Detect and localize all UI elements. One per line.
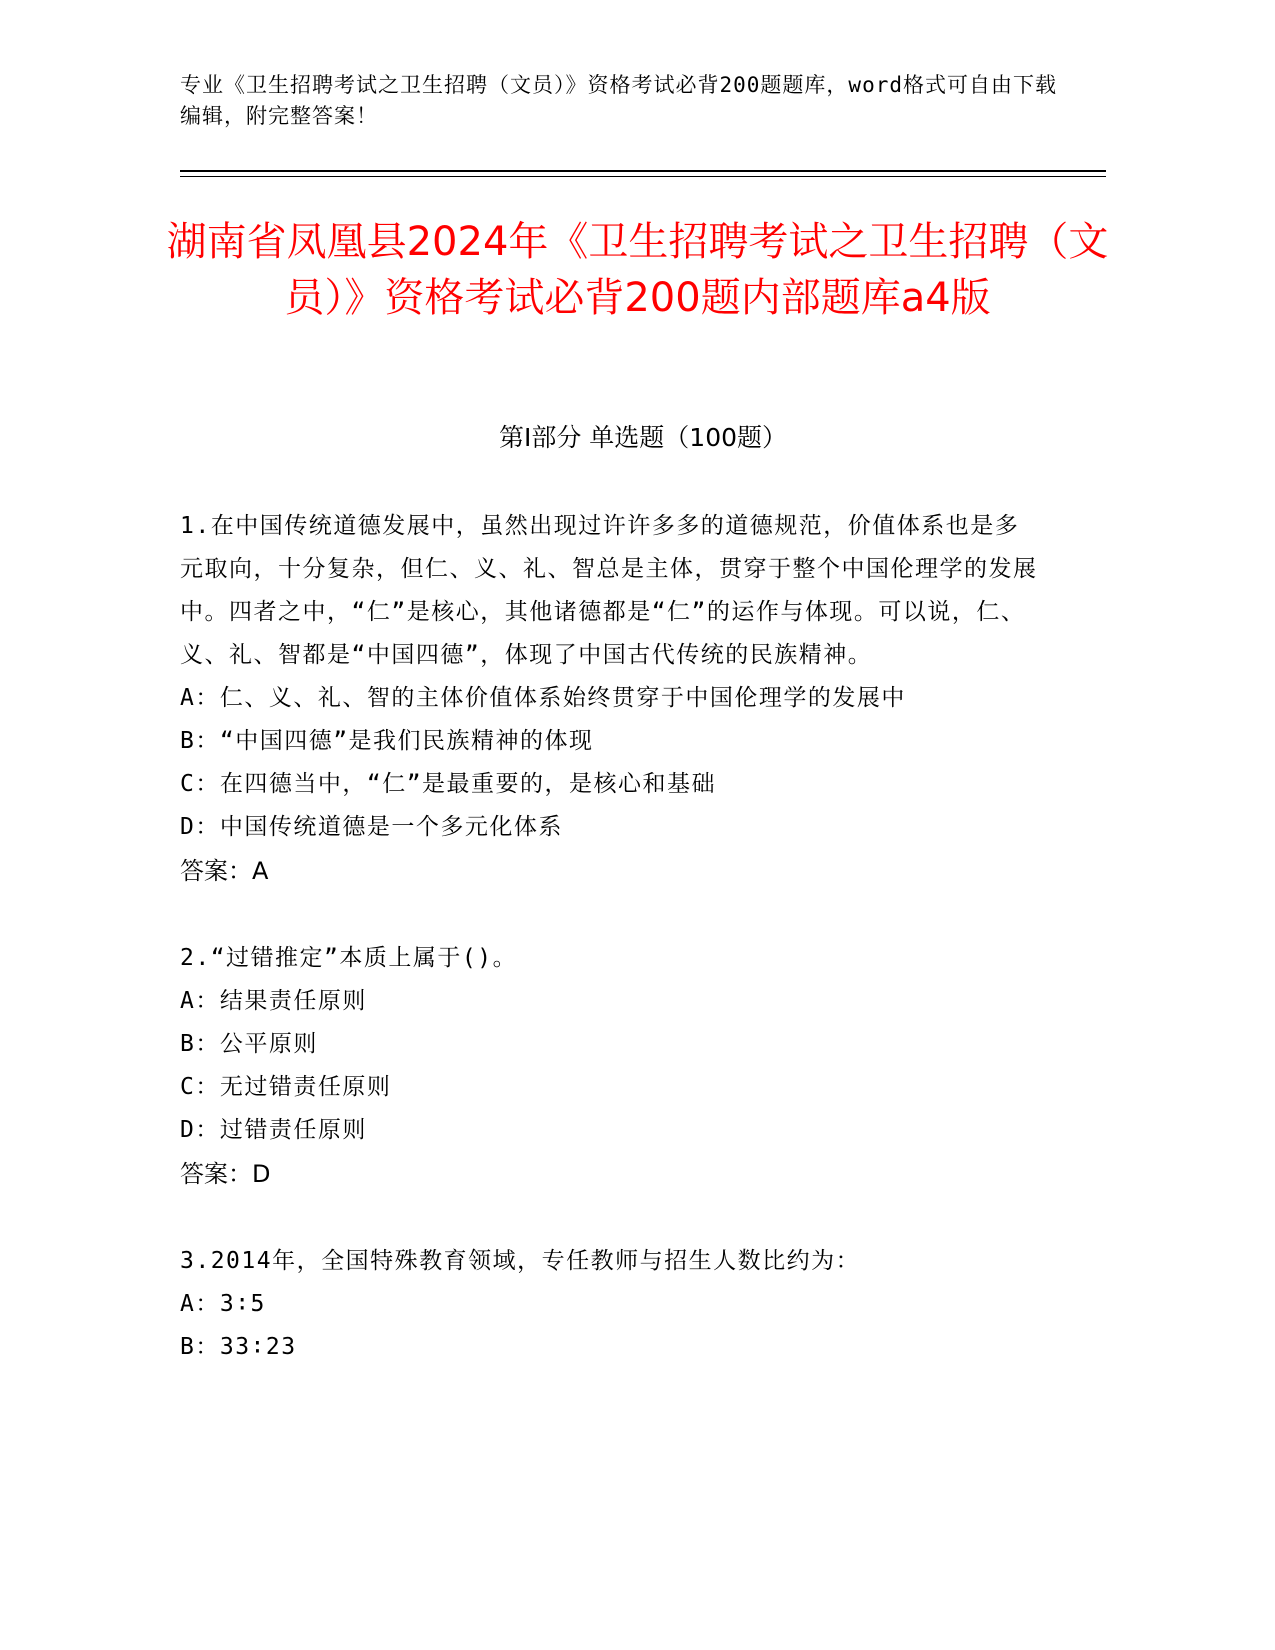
- option-a: A：3∶5: [180, 1291, 266, 1317]
- question-3: [180, 1240, 1040, 1369]
- option-c: C：无过错责任原则: [180, 1074, 392, 1100]
- option-a: A：仁、义、礼、智的主体价值体系始终贯穿于中国伦理学的发展中: [180, 685, 906, 711]
- header-divider-thin: [180, 176, 1106, 177]
- option-b: B：公平原则: [180, 1031, 318, 1057]
- option-b: B：“中国四德”是我们民族精神的体现: [180, 728, 594, 754]
- question-list: [180, 505, 1040, 1413]
- question-1: [180, 505, 1040, 893]
- question-text: 1.在中国传统道德发展中，虽然出现过许许多多的道德规范，价值体系也是多元取向，十分复杂，但仁、义、礼、智总是主体，贯穿于整个中国伦理学的发展中。四者之中，“仁”是核心，其他诸德都是“仁”的运作与体现。可以说，仁、义、礼、智都是“中国四德”，体现了中国古代传统的民族精神。: [180, 513, 1038, 668]
- question-text: 2.“过错推定”本质上属于()。: [180, 945, 518, 971]
- option-c: C：在四德当中，“仁”是最重要的，是核心和基础: [180, 771, 717, 797]
- option-a: A：结果责任原则: [180, 988, 367, 1014]
- section-title: 第I部分 单选题（100题）: [498, 423, 788, 452]
- header-divider-thick: [180, 170, 1106, 172]
- question-2: [180, 937, 1040, 1196]
- header-note: 专业《卫生招聘考试之卫生招聘（文员）》资格考试必背200题题库，word格式可自由下载编辑，附完整答案！: [180, 73, 1057, 128]
- answer: 答案：A: [180, 857, 269, 885]
- answer: 答案：D: [180, 1160, 271, 1188]
- option-b: B：33∶23: [180, 1334, 297, 1360]
- option-d: D：过错责任原则: [180, 1117, 367, 1143]
- question-text: 3.2014年，全国特殊教育领域，专任教师与招生人数比约为：: [180, 1248, 861, 1274]
- option-d: D：中国传统道德是一个多元化体系: [180, 814, 563, 840]
- document-title: 湖南省凤凰县2024年《卫生招聘考试之卫生招聘（文员）》资格考试必背200题内部题库a4版: [166, 219, 1109, 321]
